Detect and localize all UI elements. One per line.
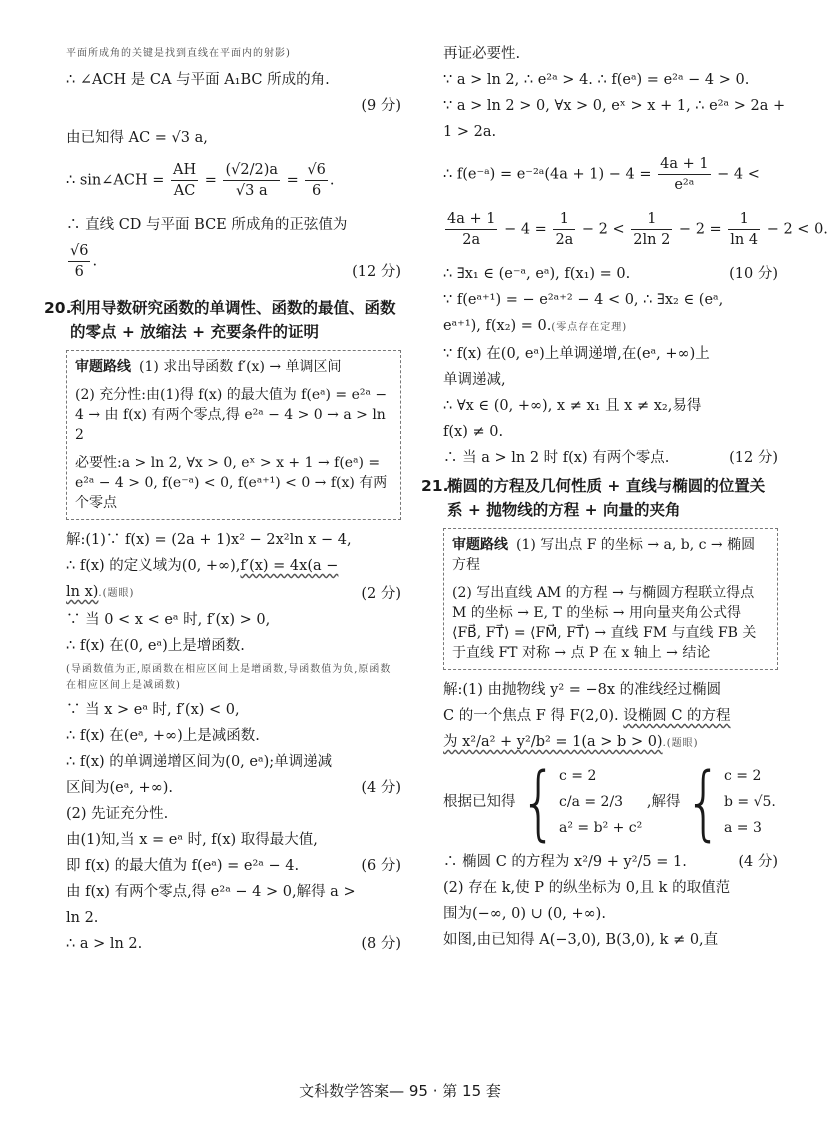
angle-statement: ∴ ∠ACH 是 CA 与平面 A₁BC 所成的角. [66, 72, 330, 88]
score: (4 分) [361, 780, 401, 796]
question-number: 20. [44, 299, 72, 317]
solution-line: ∴ ∀x ∈ (0, +∞), x ≠ x₁ 且 x ≠ x₂,易得 [443, 398, 702, 414]
fraction: $\frac{(√2/2)a}{√3 a}$ [225, 162, 279, 199]
solution-line: ∴ f(x) 在(0, eᵃ)上是增函数. [66, 638, 245, 654]
solution-line: 解:(1) 由抛物线 y² = −8x 的准线经过椭圆 [443, 682, 722, 698]
solution-line: ∵ 当 x > eᵃ 时, f′(x) < 0, [66, 702, 240, 718]
projection-note: 平面所成角的关键是找到直线在平面内的射影) [66, 48, 291, 59]
solution-line: ln 2. [66, 910, 99, 926]
sine-computation: ∴ sin∠ACH = $\frac{AH}{AC}$ = $\frac{(√2/2)a}{√3 a}$ = $\frac{√6}{6}$ . [66, 162, 335, 199]
solution-line: ln x).(题眼) (2 分) [66, 584, 401, 602]
score: (9 分) [361, 98, 401, 114]
question-topic: 利用导数研究函数的单调性、函数的最值、函数的零点 + 放缩法 + 充要条件的证明 [70, 298, 396, 341]
solution-line: 由 f(x) 有两个零点,得 e²ᵃ − 4 > 0,解得 a > [66, 884, 356, 900]
question-number: 21. [421, 477, 449, 495]
question-topic: 椭圆的方程及几何性质 + 直线与椭圆的位置关系 + 抛物线的方程 + 向量的夹角 [447, 476, 766, 519]
solution-line: ∴ a > ln 2. (8 分) [66, 936, 401, 952]
box-title: 审题路线 [452, 537, 508, 553]
solution-line: ∴ f(x) 的定义域为(0, +∞),f′(x) = 4x(a − [66, 558, 339, 574]
score-line [66, 96, 401, 116]
solution-line: 再证必要性. [443, 46, 521, 62]
score: (6 分) [361, 858, 401, 874]
score: (4 分) [738, 854, 778, 870]
solution-line: ∵ a > ln 2, ∴ e²ᵃ > 4. ∴ f(eᵃ) = e²ᵃ − 4 > 0. [443, 72, 750, 88]
solution-note: (导函数值为正,原函数在相应区间上是增函数,导函数值为负,原函数在相应区间上是减函数) [66, 664, 392, 691]
fraction: $\frac{1}{\ln 4}$ [730, 211, 759, 248]
solution-line: 解:(1)∵ f(x) = (2a + 1)x² − 2x²ln x − 4, [66, 532, 352, 548]
solution-line: 围为(−∞, 0) ∪ (0, +∞). [443, 906, 606, 922]
page-footer: 文科数学答案— 95 · 第 15 套 [299, 1082, 501, 1100]
box-title: 审题路线 [75, 359, 131, 375]
solution-line: (2) 先证充分性. [66, 806, 169, 822]
solution-line: ∴ 椭圆 C 的方程为 x²/9 + y²/5 = 1. (4 分) [443, 854, 778, 870]
solution-line: 1 > 2a. [443, 124, 497, 140]
fraction: $\frac{1}{2a}$ [555, 211, 574, 248]
solution-line: (2) 存在 k,使 P 的纵坐标为 0,且 k 的取值范 [443, 880, 731, 896]
solution-system: { c = 2 b = √5. a = 3 [685, 754, 776, 850]
solution-line: ∵ 当 0 < x < eᵃ 时, f′(x) > 0, [66, 612, 271, 628]
solution-line: ∴ 当 a > ln 2 时 f(x) 有两个零点. (12 分) [443, 450, 778, 466]
score: (12 分) [729, 450, 778, 466]
conclusion-value: $\frac{√6}{6}$ . (12 分) [70, 243, 401, 280]
solution-line: ∴ f(x) 的单调递增区间为(0, eᵃ);单调递减 [66, 754, 333, 770]
score: (10 分) [729, 266, 778, 282]
equation-system: { c = 2 c/a = 2/3 a² = b² + c² [520, 754, 643, 850]
box-line: (2) 写出直线 AM 的方程 → 与椭圆方程联立得点 M 的坐标 → E, T 的坐标 → 用向量夹角公式得 ⟨FB⃗, FT⃗⟩ = ⟨FM⃗, FT⃗⟩ → 直线 FM 与直线 FB 关于直线 FT 对称 → 点 P 在 x 轴上 → 结论 [452, 585, 757, 661]
solution-line: f(x) ≠ 0. [443, 424, 504, 440]
equation-system-line: 根据已知得 { c = 2 c/a = 2/3 a² = b² + c² ,解得 { c = 2 b = √5. a = 3 [443, 754, 776, 850]
solution-line: C 的一个焦点 F 得 F(2,0). 设椭圆 C 的方程 [443, 708, 731, 724]
estimate-line: ∴ f(e⁻ᵃ) = e⁻²ᵃ(4a + 1) − 4 = $\frac{4a + 1}{\text{e²ᵃ}}$ − 4 < [443, 156, 760, 193]
estimate-line: $\frac{4a + 1}{2a}$ − 4 = $\frac{1}{2a}$ − 2 < $\frac{1}{2\ln 2}$ − 2 = $\frac{1}{\ln 4}$ − 2 < 0. [447, 211, 828, 248]
solution-line: 为 x²/a² + y²/b² = 1(a > b > 0).(题眼) [443, 734, 699, 750]
solution-line: ∵ f(eᵃ⁺¹) = − e²ᵃ⁺² − 4 < 0, ∴ ∃x₂ ∈ (eᵃ, [443, 292, 724, 308]
fraction: $\frac{AH}{AC}$ [172, 162, 197, 199]
solution-line: eᵃ⁺¹), f(x₂) = 0.(零点存在定理) [443, 318, 628, 334]
question-20-heading [44, 296, 401, 344]
solution-line: 由(1)知,当 x = eᵃ 时, f(x) 取得最大值, [66, 832, 318, 848]
solution-line: ∵ f(x) 在(0, eᵃ)上单调递增,在(eᵃ, +∞)上 [443, 346, 710, 362]
solution-line: ∵ a > ln 2 > 0, ∀x > 0, eˣ > x + 1, ∴ e²ᵃ > 2a + [443, 98, 786, 114]
fraction: $\frac{√6}{6}$ [307, 162, 326, 199]
analysis-box: 审题路线 (1) 写出点 F 的坐标 → a, b, c → 椭圆方程 (2) 写出直线 AM 的方程 → 与椭圆方程联立得点 M 的坐标 → E, T 的坐标 → 用向量夹角公式得 ⟨FB⃗, FT⃗⟩ = ⟨FM⃗, FT⃗⟩ → 直线 FM 与直线 FB 关于直线 FT 对称 → 点 P 在 x 轴上 → 结论 [443, 528, 778, 670]
solution-line: ∴ f(x) 在(eᵃ, +∞)上是减函数. [66, 728, 260, 744]
solution-line: 区间为(eᵃ, +∞). (4 分) [66, 780, 401, 796]
question-21-heading [421, 474, 778, 522]
solution-line: 即 f(x) 的最大值为 f(eᵃ) = e²ᵃ − 4. (6 分) [66, 858, 401, 874]
score: (2 分) [361, 586, 401, 602]
box-line: 必要性:a > ln 2, ∀x > 0, eˣ > x + 1 → f(eᵃ) = e²ᵃ − 4 > 0, f(e⁻ᵃ) < 0, f(eᵃ⁺¹) < 0 → f(x) 有两个零点 [75, 455, 388, 511]
left-column [44, 44, 401, 960]
score: (8 分) [361, 936, 401, 952]
box-line: (2) 充分性:由(1)得 f(x) 的最大值为 f(eᵃ) = e²ᵃ − 4 → 由 f(x) 有两个零点,得 e²ᵃ − 4 > 0 → a > ln 2 [75, 387, 388, 443]
right-column [421, 44, 828, 956]
fraction: $\frac{√6}{6}$ [70, 243, 89, 280]
analysis-box: 审题路线 (1) 求出导函数 f′(x) → 单调区间 (2) 充分性:由(1)得 f(x) 的最大值为 f(eᵃ) = e²ᵃ − 4 → 由 f(x) 有两个零点,得 e²ᵃ − 4 > 0 → a > ln 2 必要性:a > ln 2, ∀x > 0, eˣ > x + 1 → f(eᵃ) = e²ᵃ − 4 > 0, f(e⁻ᵃ) < 0, f(eᵃ⁺¹) < 0 → f(x) 有两个零点 [66, 350, 401, 520]
solution-line: ∴ ∃x₁ ∈ (e⁻ᵃ, eᵃ), f(x₁) = 0. (10 分) [443, 266, 778, 282]
solution-line: 如图,由已知得 A(−3,0), B(3,0), k ≠ 0,直 [443, 932, 719, 948]
solution-line: 单调递减, [443, 372, 506, 388]
fraction: $\frac{1}{2\ln 2}$ [633, 211, 671, 248]
ac-length: 由已知得 AC = √3 a, [66, 130, 208, 146]
fraction: $\frac{4a + 1}{\text{e²ᵃ}}$ [660, 156, 709, 193]
fraction: $\frac{4a + 1}{2a}$ [447, 211, 496, 248]
conclusion-text: ∴ 直线 CD 与平面 BCE 所成角的正弦值为 [66, 217, 348, 233]
score: (12 分) [352, 264, 401, 280]
